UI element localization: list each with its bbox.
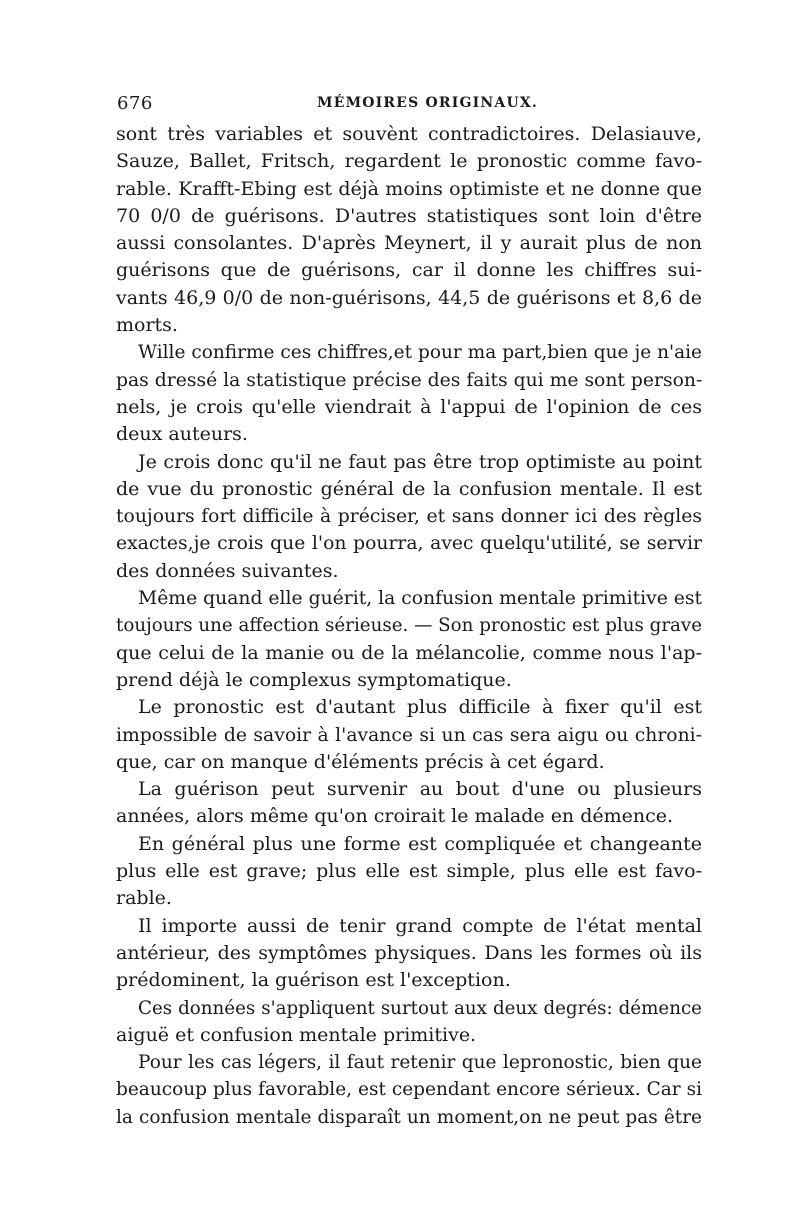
text-line: Je crois donc qu'il ne faut pas être trop optimiste au point — [138, 450, 702, 473]
text-line: deux auteurs. — [116, 423, 248, 446]
text-line: impossible de savoir à l'avance si un cas sera aigu ou chroni- — [116, 724, 702, 746]
text-line: rable. Krafft-Ebing est déjà moins optimiste et ne donne que — [116, 177, 702, 200]
text-line: sont très variables et souvènt contradictoires. Delasiauve, — [116, 123, 702, 145]
text-line: Même quand elle guérit, la confusion mentale primitive est — [138, 588, 703, 610]
page-number: 676 — [117, 93, 153, 114]
text-line: toujours fort difficile à préciser, et sans donner ici des règles — [116, 506, 702, 528]
text-line: plus elle est grave; plus elle est simple, plus elle est favo- — [116, 860, 702, 883]
text-line: Il importe aussi de tenir grand compte de l'état mental — [138, 914, 702, 937]
text-line: exactes,je crois que l'on pourra, avec quelqu'utilité, se servir — [116, 533, 702, 555]
text-line: La guérison peut survenir au bout d'une ou plusieurs — [138, 778, 702, 801]
text-line: Le pronostic est d'autant plus difficile à fixer qu'il est — [138, 696, 702, 719]
text-line: que, car on manque d'éléments précis à cet égard. — [116, 750, 605, 773]
text-line: rable. — [116, 887, 172, 910]
text-line: prend déjà le complexus symptomatique. — [116, 668, 512, 691]
running-head — [117, 93, 697, 117]
text-line: Ces données s'appliquent surtout aux deux degrés: démence — [138, 997, 702, 1019]
text-line: années, alors même qu'on croirait le malade en démence. — [116, 805, 674, 828]
text-line: pas dressé la statistique précise des faits qui me sont person- — [116, 369, 703, 391]
text-line: des données suivantes. — [116, 559, 339, 582]
text-line: de vue du pronostic général de la confusion mentale. Il est — [116, 477, 702, 500]
body-text — [116, 121, 702, 1131]
text-line: nels, je crois qu'elle viendrait à l'appui de l'opinion de ces — [116, 395, 702, 418]
text-line: Sauze, Ballet, Fritsch, regardent le pronostic comme favo- — [116, 150, 702, 173]
text-line: beaucoup plus favorable, est cependant encore sérieux. Car si — [116, 1079, 702, 1101]
text-line: aussi consolantes. D'après Meynert, il y aurait plus de non — [116, 232, 702, 255]
text-line: Pour les cas légers, il faut retenir que lepronostic, bien que — [138, 1052, 702, 1074]
text-line: Wille confirme ces chiffres,et pour ma part,bien que je n'aie — [138, 342, 702, 364]
text-line: vants 46,9 0/0 de non-guérisons, 44,5 de guérisons et 8,6 de — [116, 286, 702, 309]
text-line: toujours une affection sérieuse. — Son pronostic est plus grave — [116, 615, 703, 637]
text-line: la confusion mentale disparaît un moment,on ne peut pas être — [116, 1106, 702, 1128]
text-line: que celui de la manie ou de la mélancolie, comme nous l'ap- — [116, 641, 702, 664]
text-line: 70 0/0 de guérisons. D'autres statistiques sont loin d'être — [116, 204, 702, 227]
text-line: guérisons que de guérisons, car il donne les chiffres sui- — [116, 259, 702, 282]
text-line: prédominent, la guérison est l'exception. — [116, 969, 511, 992]
running-title: MÉMOIRES ORIGINAUX. — [317, 95, 538, 111]
text-line: aiguë et confusion mentale primitive. — [116, 1023, 477, 1046]
text-line: En général plus une forme est compliquée et changeante — [138, 832, 702, 855]
text-line: antérieur, des symptômes physiques. Dans les formes où ils — [116, 941, 702, 964]
text-line: morts. — [116, 314, 178, 337]
